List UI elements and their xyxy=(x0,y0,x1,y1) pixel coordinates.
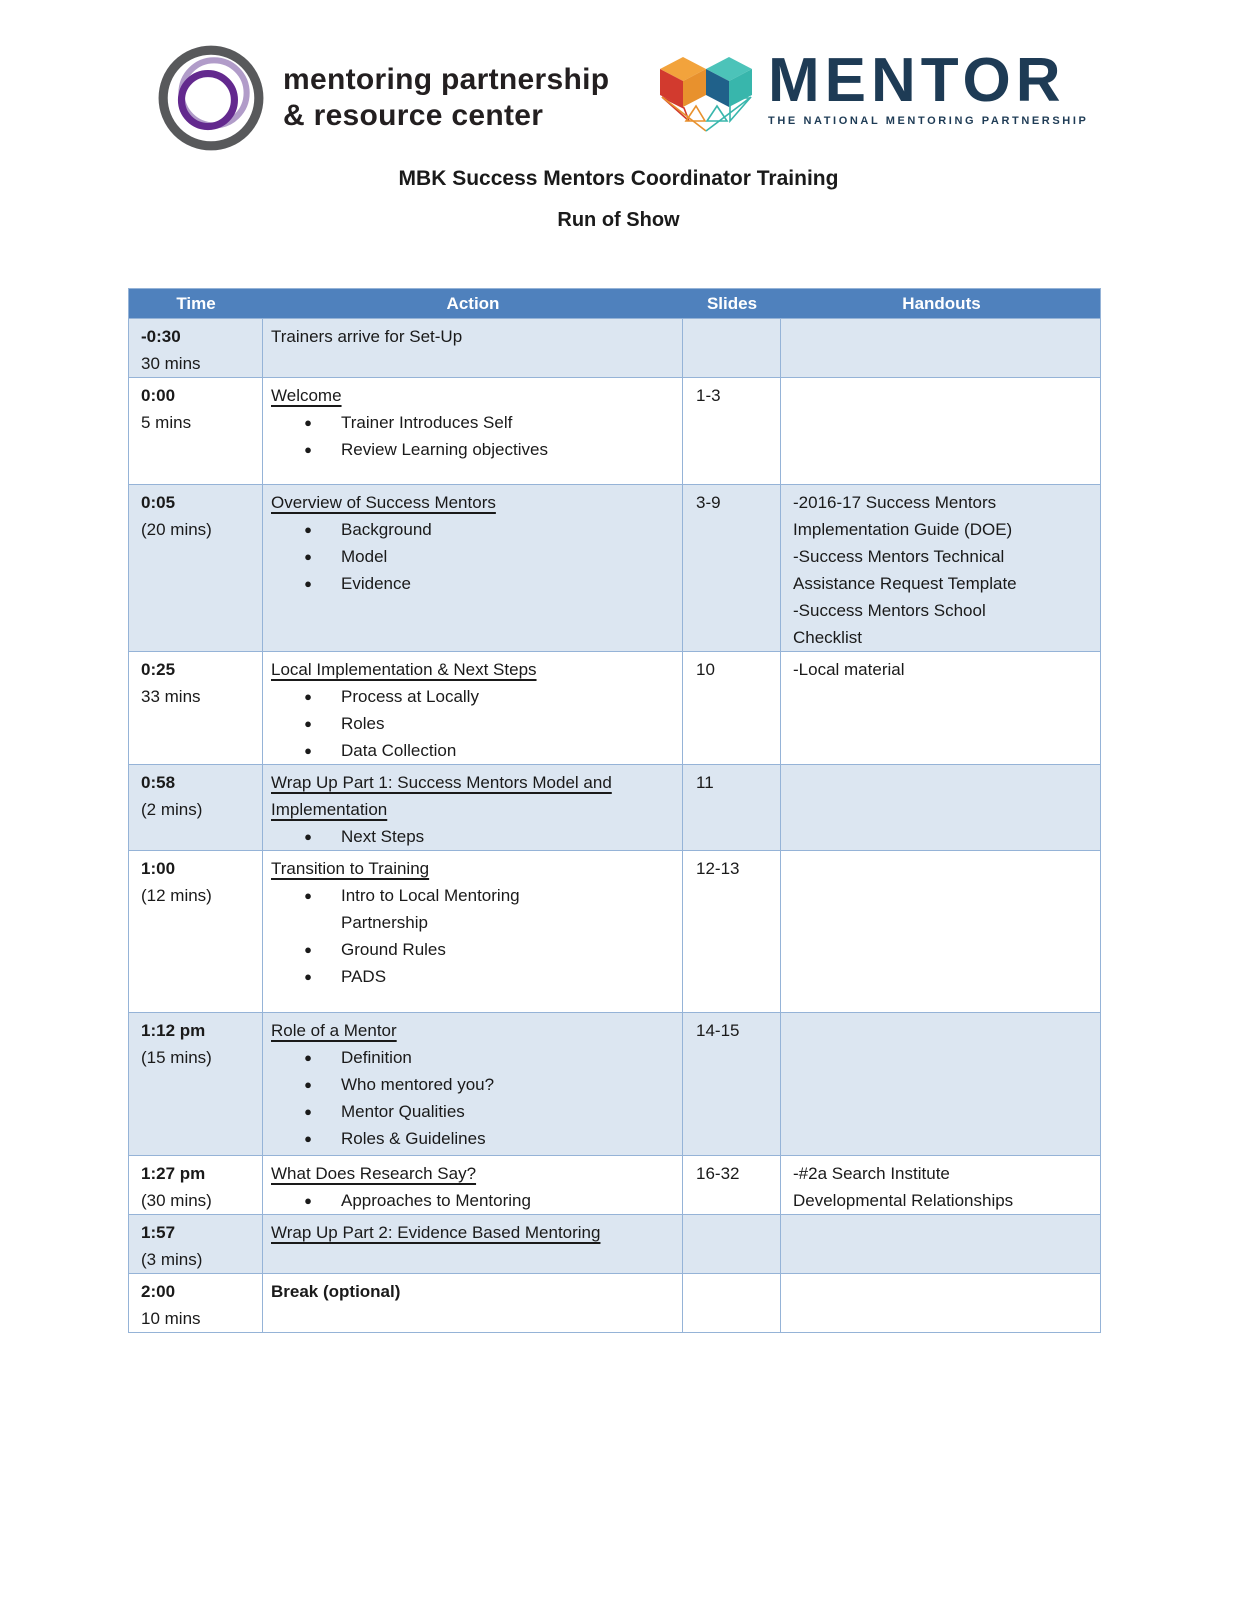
handout-item: -Local material xyxy=(793,660,905,679)
handouts-cell xyxy=(781,1156,1102,1214)
bullet-list xyxy=(271,516,674,597)
action-cell xyxy=(263,378,683,484)
table-row xyxy=(129,319,1100,378)
bullet-item xyxy=(271,936,674,963)
mentor-heart-icon xyxy=(658,50,754,140)
handouts-cell xyxy=(781,319,1102,377)
bullet-dot-icon: ● xyxy=(304,442,312,457)
table-row xyxy=(129,378,1100,485)
time-duration: (15 mins) xyxy=(141,1048,212,1067)
handouts-cell xyxy=(781,851,1102,1012)
bullet-dot-icon: ● xyxy=(304,576,312,591)
action-cell xyxy=(263,319,683,377)
slides-cell xyxy=(683,485,781,651)
handouts-cell xyxy=(781,1013,1102,1155)
bullet-item xyxy=(271,1187,674,1214)
table-row xyxy=(129,485,1100,652)
bullet-dot-icon: ● xyxy=(304,716,312,731)
time-duration: 5 mins xyxy=(141,413,192,432)
bullet-dot-icon: ● xyxy=(304,522,312,537)
mprc-logo-line1: mentoring partnership xyxy=(283,63,610,96)
table-row xyxy=(129,765,1100,851)
table-row xyxy=(129,1274,1100,1333)
bullet-item xyxy=(271,570,674,597)
time-cell xyxy=(129,765,263,850)
table-row xyxy=(129,1013,1100,1156)
bullet-dot-icon: ● xyxy=(304,1193,312,1208)
slides-value: 11 xyxy=(696,773,714,792)
header-handouts: Handouts xyxy=(902,293,981,313)
slides-cell xyxy=(683,851,781,1012)
slides-cell xyxy=(683,1013,781,1155)
slides-value: 12-13 xyxy=(696,859,740,878)
time-main: 1:27 pm xyxy=(141,1164,206,1183)
bullet-list xyxy=(271,882,674,990)
action-heading: Transition to Training xyxy=(271,859,430,878)
bullet-text: Ground Rules xyxy=(341,940,446,959)
bullet-dot-icon: ● xyxy=(304,549,312,564)
bullet-item xyxy=(271,516,674,543)
mprc-logo xyxy=(155,42,609,154)
bullet-text: Background xyxy=(341,520,432,539)
slides-cell xyxy=(683,378,781,484)
bullet-text: Who mentored you? xyxy=(341,1075,495,1094)
action-heading: Welcome xyxy=(271,386,342,405)
handouts-cell xyxy=(781,1274,1102,1332)
time-cell xyxy=(129,1156,263,1214)
time-main: 2:00 xyxy=(141,1282,176,1301)
action-cell xyxy=(263,1274,683,1332)
slides-cell xyxy=(683,319,781,377)
time-main: 1:57 xyxy=(141,1223,176,1242)
mprc-logo-line2: & resource center xyxy=(283,99,544,132)
handouts-cell xyxy=(781,765,1102,850)
handouts-cell xyxy=(781,1215,1102,1273)
bullet-dot-icon: ● xyxy=(304,1104,312,1119)
bullet-text: Data Collection xyxy=(341,741,457,760)
action-heading: Local Implementation & Next Steps xyxy=(271,660,537,679)
header-action: Action xyxy=(446,293,500,313)
action-heading: Trainers arrive for Set-Up xyxy=(271,327,463,346)
bullet-item xyxy=(271,710,674,737)
handout-item: -Success Mentors Technical Assistance Request Template xyxy=(793,547,1017,593)
time-duration: (12 mins) xyxy=(141,886,212,905)
handouts-cell xyxy=(781,378,1102,484)
action-heading: What Does Research Say? xyxy=(271,1164,477,1183)
table-row xyxy=(129,1215,1100,1274)
bullet-text: Review Learning objectives xyxy=(341,440,548,459)
action-cell xyxy=(263,485,683,651)
time-cell xyxy=(129,851,263,1012)
slides-cell xyxy=(683,1156,781,1214)
mentor-wordmark: MENTOR xyxy=(768,46,1066,115)
mentor-logo-text xyxy=(768,46,1089,127)
bullet-text: Model xyxy=(341,547,388,566)
bullet-text: Roles & Guidelines xyxy=(341,1129,486,1148)
time-main: 1:00 xyxy=(141,859,176,878)
bullet-text: Definition xyxy=(341,1048,412,1067)
time-cell xyxy=(129,485,263,651)
slides-value: 14-15 xyxy=(696,1021,740,1040)
header-time: Time xyxy=(176,293,216,313)
bullet-text: Evidence xyxy=(341,574,411,593)
time-duration: (30 mins) xyxy=(141,1191,212,1210)
bullet-text: Next Steps xyxy=(341,827,425,846)
time-cell xyxy=(129,1013,263,1155)
bullet-item xyxy=(271,737,674,764)
mprc-rings-icon xyxy=(155,42,267,154)
mentor-logo xyxy=(658,46,1089,140)
mprc-logo-text xyxy=(283,62,609,134)
action-cell xyxy=(263,652,683,764)
bullet-dot-icon: ● xyxy=(304,689,312,704)
bullet-item xyxy=(271,963,674,990)
bullet-item xyxy=(271,1098,674,1125)
slides-cell xyxy=(683,1215,781,1273)
time-main: 0:25 xyxy=(141,660,176,679)
bullet-dot-icon: ● xyxy=(304,415,312,430)
slides-cell xyxy=(683,1274,781,1332)
time-cell xyxy=(129,378,263,484)
time-duration: (20 mins) xyxy=(141,520,212,539)
bullet-text: Intro to Local Mentoring Partnership xyxy=(341,886,520,932)
action-heading: Role of a Mentor xyxy=(271,1021,397,1040)
bullet-list xyxy=(271,1044,674,1152)
table-row xyxy=(129,652,1100,765)
time-duration: 10 mins xyxy=(141,1309,201,1328)
action-cell xyxy=(263,1156,683,1214)
bullet-text: Roles xyxy=(341,714,385,733)
bullet-list xyxy=(271,683,674,764)
time-duration: 30 mins xyxy=(141,354,201,373)
action-heading: Wrap Up Part 2: Evidence Based Mentoring xyxy=(271,1223,601,1242)
handouts-cell xyxy=(781,652,1102,764)
action-cell xyxy=(263,851,683,1012)
bullet-text: Trainer Introduces Self xyxy=(341,413,513,432)
slides-cell xyxy=(683,765,781,850)
bullet-item xyxy=(271,543,674,570)
action-heading: Overview of Success Mentors xyxy=(271,493,496,512)
bullet-list xyxy=(271,823,674,850)
time-duration: (2 mins) xyxy=(141,800,203,819)
page-title: MBK Success Mentors Coordinator Training xyxy=(398,167,839,190)
action-cell xyxy=(263,1215,683,1273)
time-main: 0:05 xyxy=(141,493,176,512)
time-cell xyxy=(129,652,263,764)
bullet-dot-icon: ● xyxy=(304,829,312,844)
header-slides: Slides xyxy=(706,293,758,313)
handout-item: -2016-17 Success Mentors Implementation Guide (DOE) xyxy=(793,493,1013,539)
bullet-dot-icon: ● xyxy=(304,888,312,903)
bullet-dot-icon: ● xyxy=(304,942,312,957)
table-row xyxy=(129,1156,1100,1215)
slides-cell xyxy=(683,652,781,764)
action-cell xyxy=(263,1013,683,1155)
slides-value: 16-32 xyxy=(696,1164,740,1183)
time-cell xyxy=(129,1274,263,1332)
bullet-item xyxy=(271,409,674,436)
run-of-show-table xyxy=(128,288,1101,1333)
table-header-row xyxy=(128,288,1101,319)
time-main: 0:58 xyxy=(141,773,176,792)
action-heading: Break (optional) xyxy=(271,1282,401,1301)
bullet-text: Approaches to Mentoring xyxy=(341,1191,531,1210)
bullet-list xyxy=(271,1187,674,1214)
bullet-item xyxy=(271,436,674,463)
bullet-text: Process at Locally xyxy=(341,687,479,706)
slides-value: 3-9 xyxy=(696,493,721,512)
action-heading: Wrap Up Part 1: Success Mentors Model and Implementation xyxy=(271,773,612,819)
time-duration: (3 mins) xyxy=(141,1250,203,1269)
bullet-list xyxy=(271,409,674,463)
bullet-dot-icon: ● xyxy=(304,743,312,758)
time-main: 0:00 xyxy=(141,386,176,405)
time-cell xyxy=(129,1215,263,1273)
table-row xyxy=(129,851,1100,1013)
bullet-dot-icon: ● xyxy=(304,969,312,984)
time-main: 1:12 pm xyxy=(141,1021,206,1040)
handout-item: -Success Mentors School Checklist xyxy=(793,601,986,647)
time-duration: 33 mins xyxy=(141,687,201,706)
bullet-item xyxy=(271,1125,674,1152)
bullet-text: Mentor Qualities xyxy=(341,1102,465,1121)
bullet-item xyxy=(271,823,674,850)
bullet-item xyxy=(271,882,674,936)
action-cell xyxy=(263,765,683,850)
time-main: -0:30 xyxy=(141,327,181,346)
handouts-cell xyxy=(781,485,1102,651)
bullet-item xyxy=(271,1044,674,1071)
bullet-dot-icon: ● xyxy=(304,1131,312,1146)
slides-value: 10 xyxy=(696,660,715,679)
bullet-item xyxy=(271,683,674,710)
bullet-dot-icon: ● xyxy=(304,1050,312,1065)
slides-value: 1-3 xyxy=(696,386,721,405)
mentor-tagline: THE NATIONAL MENTORING PARTNERSHIP xyxy=(768,115,1089,127)
bullet-item xyxy=(271,1071,674,1098)
handout-item: -#2a Search Institute Developmental Relationships xyxy=(793,1164,1014,1210)
table-body xyxy=(128,319,1101,1333)
bullet-text: PADS xyxy=(341,967,387,986)
time-cell xyxy=(129,319,263,377)
page-subtitle: Run of Show xyxy=(557,209,680,231)
bullet-dot-icon: ● xyxy=(304,1077,312,1092)
